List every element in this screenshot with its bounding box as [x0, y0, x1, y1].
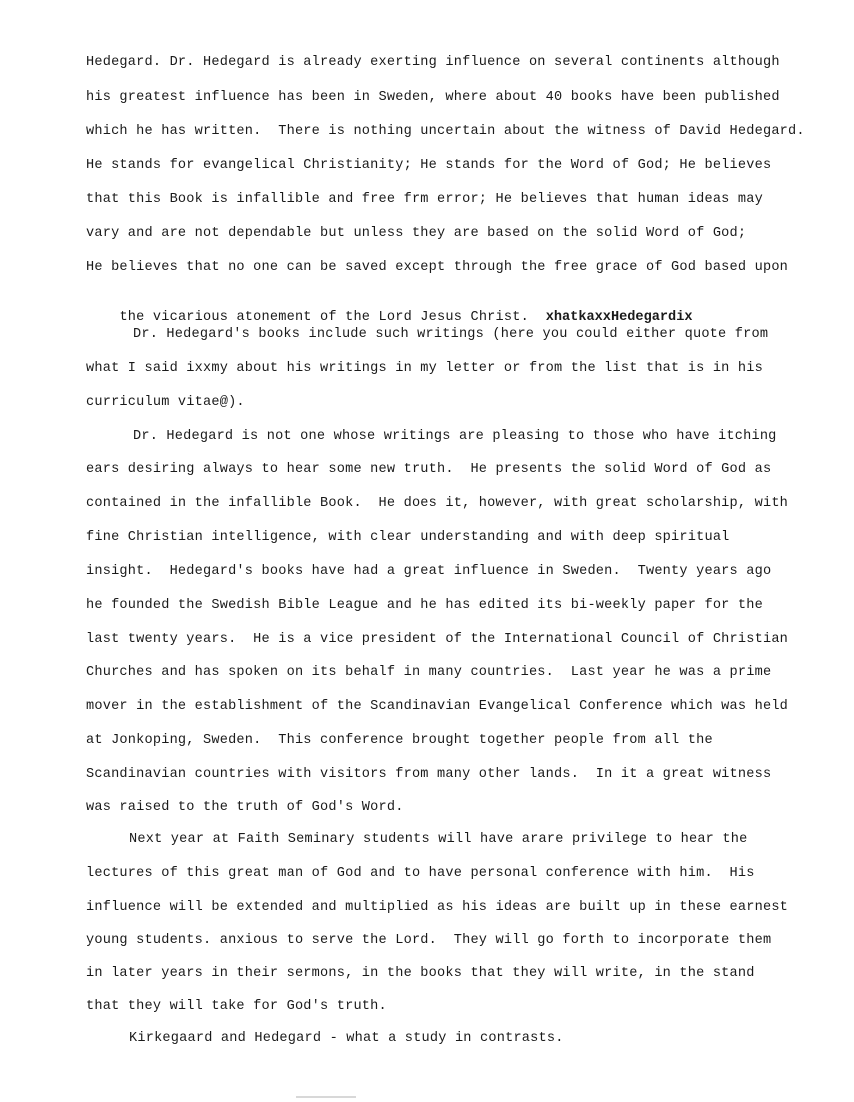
text-line: in later years in their sermons, in the books that they will write, in the stand	[86, 966, 755, 981]
text-line: he founded the Swedish Bible League and he has edited its bi-weekly paper for the	[86, 598, 763, 613]
text-line: influence will be extended and multiplied as his ideas are built up in these earnest	[86, 900, 789, 915]
text-line: that they will take for God's truth.	[86, 999, 387, 1014]
text-line: mover in the establishment of the Scandinavian Evangelical Conference which was held	[86, 699, 789, 714]
text-line: Kirkegaard and Hedegard - what a study in contrasts.	[129, 1031, 564, 1046]
text-line: what I said ixxmy about his writings in my letter or from the list that is in his	[86, 361, 763, 376]
text-line: Next year at Faith Seminary students will have arare privilege to hear the	[129, 832, 748, 847]
text-line: ears desiring always to hear some new truth. He presents the solid Word of God as	[86, 462, 772, 477]
text-line: He believes that no one can be saved except through the free grace of God based upon	[86, 260, 789, 275]
text-line: curriculum vitae@).	[86, 395, 245, 410]
text-line: Scandinavian countries with visitors from many other lands. In it a great witness	[86, 767, 772, 782]
text-line: He stands for evangelical Christianity; He stands for the Word of God; He believes	[86, 158, 772, 173]
text-line: insight. Hedegard's books have had a great influence in Sweden. Twenty years ago	[86, 564, 772, 579]
line-text: the vicarious atonement of the Lord Jesus Christ.	[119, 310, 546, 325]
text-line: young students. anxious to serve the Lord. They will go forth to incorporate them	[86, 933, 772, 948]
text-line: fine Christian intelligence, with clear understanding and with deep spiritual	[86, 530, 730, 545]
scan-artifact	[296, 1096, 356, 1098]
text-line: which he has written. There is nothing uncertain about the witness of David Hedegard.	[86, 124, 805, 139]
text-line: Churches and has spoken on its behalf in many countries. Last year he was a prime	[86, 665, 772, 680]
text-line: was raised to the truth of God's Word.	[86, 800, 404, 815]
text-line: Dr. Hedegard's books include such writings (here you could either quote from	[133, 327, 769, 342]
text-line: lectures of this great man of God and to have personal conference with him. His	[86, 866, 755, 881]
text-line: Dr. Hedegard is not one whose writings are pleasing to those who have itching	[133, 429, 777, 444]
text-line: Hedegard. Dr. Hedegard is already exerting influence on several continents although	[86, 55, 780, 70]
text-line: contained in the infallible Book. He does it, however, with great scholarship, with	[86, 496, 789, 511]
struck-out-text: xhatkaxxHedegardix	[545, 310, 693, 325]
text-line: vary and are not dependable but unless they are based on the solid Word of God;	[86, 226, 747, 241]
text-line: last twenty years. He is a vice president of the International Council of Christian	[86, 632, 789, 647]
text-line: his greatest influence has been in Sweden, where about 40 books have been published	[86, 90, 780, 105]
text-line: at Jonkoping, Sweden. This conference brought together people from all the	[86, 733, 713, 748]
text-line: that this Book is infallible and free frm error; He believes that human ideas may	[86, 192, 763, 207]
